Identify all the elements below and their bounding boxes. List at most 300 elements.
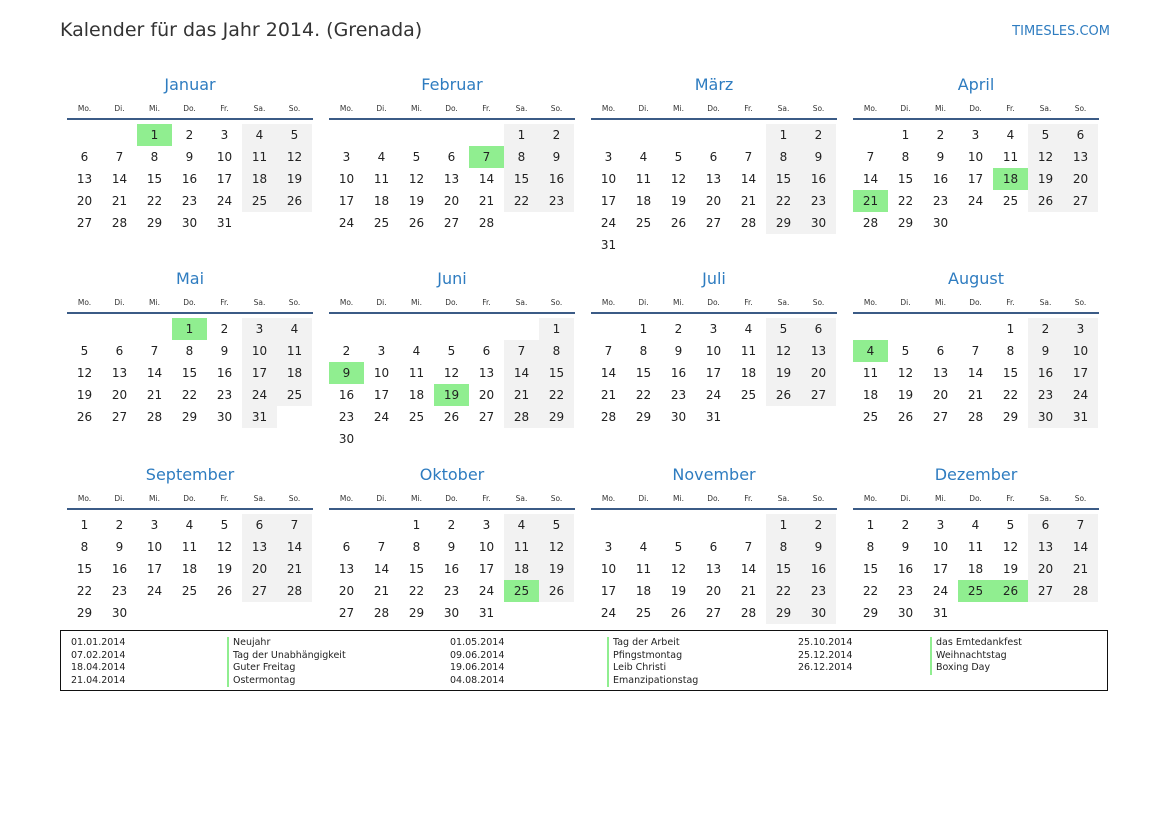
day-cell: 5: [412, 150, 421, 164]
empty-cell: [853, 318, 888, 340]
day-cell: 14: [277, 536, 312, 558]
weekday-label: Mi.: [149, 494, 160, 503]
weekday-label: Mo.: [339, 298, 354, 307]
day-cell: 13: [242, 536, 277, 558]
day-cell: 27: [932, 410, 949, 424]
weekday-label: So.: [1074, 494, 1087, 503]
month-block: [591, 74, 837, 268]
day-cell: 7: [971, 344, 980, 358]
day-cell: 21: [740, 194, 757, 208]
day-cell: 12: [443, 366, 460, 380]
day-cell: 22: [181, 388, 198, 402]
day-cell: 27: [242, 580, 277, 602]
day-cell: 10: [932, 540, 949, 554]
day-cell: 26: [1028, 190, 1063, 212]
day-cell: 6: [801, 318, 836, 340]
month-title: Oktober: [419, 465, 485, 484]
day-cell: 22: [539, 384, 574, 406]
day-cell: 23: [1028, 384, 1063, 406]
weekday-label: Di.: [376, 494, 387, 503]
empty-cell: [469, 428, 504, 450]
weekday-label: Mi.: [149, 298, 160, 307]
day-cell: 14: [1063, 536, 1098, 558]
month-title: Februar: [421, 75, 483, 94]
day-cell: 30: [338, 432, 355, 446]
empty-cell: [626, 234, 661, 256]
day-cell: 16: [111, 562, 128, 576]
day-cell: 9: [674, 344, 683, 358]
day-cell: 24: [1063, 384, 1098, 406]
day-cell: 30: [801, 602, 836, 624]
day-cell: 3: [150, 518, 159, 532]
day-cell: 29: [897, 216, 914, 230]
day-cell: 6: [80, 150, 89, 164]
day-cell: 21: [111, 194, 128, 208]
day-cell: 26: [897, 410, 914, 424]
day-cell: 3: [604, 150, 613, 164]
day-cell: 6: [1063, 124, 1098, 146]
day-cell: 5: [674, 150, 683, 164]
month-title: Januar: [164, 75, 216, 94]
day-cell: 1: [504, 124, 539, 146]
day-cell: 2: [674, 322, 683, 336]
day-cell: 15: [76, 562, 93, 576]
empty-cell: [993, 212, 1028, 234]
day-cell: 10: [146, 540, 163, 554]
legend-holiday-name: Guter Freitag: [227, 662, 346, 675]
day-cell: 23: [932, 194, 949, 208]
day-grid: [591, 514, 837, 624]
day-cell: 12: [1002, 540, 1019, 554]
empty-cell: [731, 234, 766, 256]
weekday-label: Do.: [183, 494, 196, 503]
day-cell: 28: [740, 216, 757, 230]
day-cell: 18: [242, 168, 277, 190]
day-cell: 5: [220, 518, 229, 532]
day-cell: 18: [277, 362, 312, 384]
day-cell: 20: [478, 388, 495, 402]
day-cell: 25: [242, 190, 277, 212]
empty-cell: [539, 602, 574, 624]
weekday-label: Mi.: [935, 494, 946, 503]
empty-cell: [766, 406, 801, 428]
day-cell: 1: [766, 514, 801, 536]
day-cell: 11: [242, 146, 277, 168]
day-cell: 22: [1002, 388, 1019, 402]
weekday-label: Di.: [114, 104, 125, 113]
day-cell: 18: [862, 388, 879, 402]
day-cell: 28: [1063, 580, 1098, 602]
day-cell: 16: [181, 172, 198, 186]
day-cell: 20: [705, 194, 722, 208]
day-cell: 11: [408, 366, 425, 380]
day-cell: 26: [443, 410, 460, 424]
day-cell: 24: [705, 388, 722, 402]
day-cell: 3: [220, 128, 229, 142]
day-cell: 13: [443, 172, 460, 186]
day-cell: 25: [408, 410, 425, 424]
day-cell: 2: [539, 124, 574, 146]
empty-cell: [661, 514, 696, 536]
day-cell: 13: [932, 366, 949, 380]
day-cell: 7: [866, 150, 875, 164]
day-cell: 12: [539, 536, 574, 558]
legend-names-column: [607, 637, 698, 687]
legend-holiday-name: Tag der Unabhängigkeit: [227, 650, 346, 663]
legend-date: 01.01.2014: [71, 637, 126, 648]
empty-cell: [399, 428, 434, 450]
weekday-label: Mo.: [77, 298, 92, 307]
day-cell: 19: [670, 194, 687, 208]
empty-cell: [364, 318, 399, 340]
weekday-header: [329, 102, 575, 120]
day-cell: 18: [181, 562, 198, 576]
day-cell: 8: [766, 536, 801, 558]
day-cell: 17: [600, 584, 617, 598]
weekday-label: Sa.: [253, 298, 266, 307]
day-cell: 30: [801, 212, 836, 234]
weekday-header: [853, 296, 1099, 314]
weekday-label: So.: [288, 298, 301, 307]
day-cell: 29: [862, 606, 879, 620]
empty-cell: [364, 514, 399, 536]
weekday-header: [853, 492, 1099, 510]
day-cell: 10: [967, 150, 984, 164]
empty-cell: [102, 318, 137, 340]
legend-holiday-name: Ostermontag: [227, 675, 346, 688]
day-grid: [67, 514, 313, 624]
day-cell: 19: [277, 168, 312, 190]
day-cell: 4: [242, 124, 277, 146]
day-cell: 6: [242, 514, 277, 536]
empty-cell: [67, 318, 102, 340]
day-cell: 7: [504, 340, 539, 362]
day-cell: 21: [853, 190, 888, 212]
day-cell: 18: [993, 168, 1028, 190]
weekday-label: Fr.: [1006, 298, 1015, 307]
day-cell: 21: [373, 584, 390, 598]
day-cell: 1: [80, 518, 89, 532]
month-block: [853, 464, 1099, 632]
day-cell: 11: [373, 172, 390, 186]
day-cell: 24: [600, 216, 617, 230]
weekday-label: Di.: [638, 104, 649, 113]
legend-date: 09.06.2014: [450, 649, 505, 661]
day-cell: 1: [1006, 322, 1015, 336]
empty-cell: [207, 602, 242, 624]
day-cell: 27: [705, 606, 722, 620]
empty-cell: [888, 318, 923, 340]
day-cell: 17: [600, 194, 617, 208]
empty-cell: [399, 318, 434, 340]
day-cell: 24: [600, 606, 617, 620]
day-cell: 9: [801, 146, 836, 168]
day-cell: 10: [600, 172, 617, 186]
weekday-label: Mo.: [601, 494, 616, 503]
empty-cell: [591, 124, 626, 146]
empty-cell: [923, 318, 958, 340]
weekday-label: Mi.: [411, 298, 422, 307]
day-cell: 27: [1028, 580, 1063, 602]
day-cell: 26: [670, 606, 687, 620]
day-cell: 26: [277, 190, 312, 212]
month-block: [591, 464, 837, 632]
day-cell: 19: [766, 362, 801, 384]
day-cell: 2: [447, 518, 456, 532]
day-grid: [67, 318, 313, 428]
day-cell: 2: [901, 518, 910, 532]
day-cell: 5: [447, 344, 456, 358]
day-cell: 8: [1006, 344, 1015, 358]
empty-cell: [801, 406, 836, 428]
legend-date: 19.06.2014: [450, 662, 505, 673]
day-cell: 4: [412, 344, 421, 358]
weekday-header: [591, 102, 837, 120]
day-cell: 6: [1028, 514, 1063, 536]
day-cell: 16: [1028, 362, 1063, 384]
weekday-label: Sa.: [253, 104, 266, 113]
day-cell: 20: [242, 558, 277, 580]
weekday-label: Mi.: [411, 494, 422, 503]
day-cell: 24: [338, 216, 355, 230]
weekday-label: So.: [550, 298, 563, 307]
day-grid: [853, 514, 1099, 624]
day-cell: 13: [705, 562, 722, 576]
weekday-label: Fr.: [482, 298, 491, 307]
day-cell: 7: [150, 344, 159, 358]
day-cell: 10: [478, 540, 495, 554]
month-block: [329, 268, 575, 464]
day-cell: 6: [482, 344, 491, 358]
day-cell: 26: [670, 216, 687, 230]
day-cell: 6: [447, 150, 456, 164]
day-cell: 13: [705, 172, 722, 186]
day-cell: 9: [115, 540, 124, 554]
day-cell: 30: [443, 606, 460, 620]
legend-dates-column: [798, 637, 852, 675]
month-title: Mai: [175, 269, 205, 288]
day-cell: 31: [705, 410, 722, 424]
day-cell: 20: [443, 194, 460, 208]
day-cell: 2: [115, 518, 124, 532]
day-cell: 16: [216, 366, 233, 380]
day-cell: 22: [897, 194, 914, 208]
day-cell: 27: [705, 216, 722, 230]
day-cell: 7: [744, 150, 753, 164]
empty-cell: [731, 514, 766, 536]
day-cell: 23: [670, 388, 687, 402]
weekday-label: Mo.: [863, 104, 878, 113]
day-cell: 15: [862, 562, 879, 576]
day-cell: 23: [539, 190, 574, 212]
weekday-header: [591, 296, 837, 314]
weekday-label: So.: [1074, 104, 1087, 113]
day-cell: 3: [1063, 318, 1098, 340]
legend-holiday-name: Weihnachtstag: [930, 650, 1022, 663]
day-cell: 18: [408, 388, 425, 402]
legend-holiday-name: Emanzipationstag: [607, 675, 698, 688]
weekday-label: Sa.: [777, 298, 790, 307]
day-cell: 28: [373, 606, 390, 620]
legend-date: 01.05.2014: [450, 637, 505, 648]
day-cell: 18: [967, 562, 984, 576]
empty-cell: [504, 602, 539, 624]
day-cell: 1: [766, 124, 801, 146]
day-cell: 5: [901, 344, 910, 358]
weekday-label: Sa.: [515, 494, 528, 503]
day-cell: 24: [932, 584, 949, 598]
day-cell: 6: [115, 344, 124, 358]
day-cell: 19: [897, 388, 914, 402]
calendar-grid: [67, 74, 1099, 632]
legend-date: 04.08.2014: [450, 674, 505, 686]
empty-cell: [766, 234, 801, 256]
legend-date: 21.04.2014: [71, 674, 126, 686]
day-cell: 12: [408, 172, 425, 186]
empty-cell: [801, 234, 836, 256]
weekday-label: Mo.: [339, 494, 354, 503]
weekday-label: Mi.: [673, 298, 684, 307]
day-cell: 10: [600, 562, 617, 576]
legend-date: 26.12.2014: [798, 662, 853, 673]
day-cell: 13: [801, 340, 836, 362]
legend-names-column: [930, 637, 1022, 675]
weekday-label: Sa.: [1039, 494, 1052, 503]
day-cell: 11: [181, 540, 198, 554]
day-cell: 29: [635, 410, 652, 424]
day-cell: 29: [181, 410, 198, 424]
empty-cell: [364, 124, 399, 146]
day-cell: 24: [216, 194, 233, 208]
day-cell: 17: [242, 362, 277, 384]
day-cell: 21: [1063, 558, 1098, 580]
weekday-label: Mo.: [863, 298, 878, 307]
empty-cell: [539, 212, 574, 234]
weekday-label: Mo.: [601, 104, 616, 113]
day-cell: 3: [604, 540, 613, 554]
day-cell: 22: [76, 584, 93, 598]
day-cell: 3: [971, 128, 980, 142]
day-cell: 6: [342, 540, 351, 554]
empty-cell: [626, 124, 661, 146]
day-cell: 30: [1028, 406, 1063, 428]
empty-cell: [242, 212, 277, 234]
day-cell: 19: [670, 584, 687, 598]
empty-cell: [434, 318, 469, 340]
day-cell: 14: [600, 366, 617, 380]
day-cell: 31: [216, 216, 233, 230]
day-cell: 14: [111, 172, 128, 186]
month-block: [329, 464, 575, 632]
weekday-label: Fr.: [1006, 104, 1015, 113]
day-cell: 26: [539, 580, 574, 602]
day-cell: 27: [801, 384, 836, 406]
brand-link[interactable]: TIMESLES.COM: [1012, 24, 1110, 39]
weekday-label: Sa.: [1039, 104, 1052, 113]
day-cell: 30: [111, 606, 128, 620]
day-cell: 18: [373, 194, 390, 208]
day-cell: 11: [740, 344, 757, 358]
day-cell: 25: [504, 580, 539, 602]
day-cell: 9: [936, 150, 945, 164]
day-cell: 18: [635, 584, 652, 598]
day-cell: 25: [181, 584, 198, 598]
legend-names-column: [227, 637, 346, 687]
day-cell: 8: [901, 150, 910, 164]
day-cell: 10: [1063, 340, 1098, 362]
day-cell: 11: [1002, 150, 1019, 164]
empty-cell: [1028, 212, 1063, 234]
day-cell: 12: [897, 366, 914, 380]
day-cell: 16: [801, 168, 836, 190]
weekday-label: Sa.: [1039, 298, 1052, 307]
weekday-label: Mi.: [673, 494, 684, 503]
day-cell: 6: [709, 150, 718, 164]
day-cell: 12: [277, 146, 312, 168]
day-cell: 25: [740, 388, 757, 402]
weekday-label: So.: [812, 298, 825, 307]
day-cell: 8: [185, 344, 194, 358]
day-cell: 19: [1002, 562, 1019, 576]
day-cell: 26: [993, 580, 1028, 602]
weekday-label: Mo.: [77, 104, 92, 113]
empty-cell: [731, 406, 766, 428]
month-title: März: [694, 75, 734, 94]
day-cell: 21: [504, 384, 539, 406]
day-cell: 3: [342, 150, 351, 164]
month-block: [853, 74, 1099, 268]
day-cell: 23: [801, 190, 836, 212]
weekday-label: Mi.: [149, 104, 160, 113]
day-cell: 1: [866, 518, 875, 532]
day-cell: 28: [111, 216, 128, 230]
day-cell: 19: [539, 558, 574, 580]
day-grid: [591, 124, 837, 256]
legend-holiday-name: Pfingstmontag: [607, 650, 698, 663]
day-cell: 1: [172, 318, 207, 340]
day-cell: 13: [1028, 536, 1063, 558]
empty-cell: [277, 602, 312, 624]
day-cell: 25: [635, 216, 652, 230]
day-cell: 29: [539, 406, 574, 428]
day-cell: 28: [967, 410, 984, 424]
empty-cell: [137, 602, 172, 624]
empty-cell: [469, 318, 504, 340]
day-cell: 20: [932, 388, 949, 402]
month-block: [67, 74, 313, 268]
empty-cell: [504, 428, 539, 450]
day-cell: 14: [146, 366, 163, 380]
day-cell: 4: [639, 150, 648, 164]
weekday-label: So.: [288, 494, 301, 503]
day-cell: 5: [1006, 518, 1015, 532]
weekday-label: Di.: [900, 298, 911, 307]
empty-cell: [696, 124, 731, 146]
day-cell: 31: [1063, 406, 1098, 428]
day-cell: 24: [478, 584, 495, 598]
day-cell: 4: [185, 518, 194, 532]
day-cell: 1: [137, 124, 172, 146]
month-title: Juni: [437, 269, 467, 288]
weekday-label: Di.: [376, 298, 387, 307]
day-cell: 24: [373, 410, 390, 424]
day-cell: 16: [443, 562, 460, 576]
empty-cell: [504, 318, 539, 340]
weekday-label: Mi.: [673, 104, 684, 113]
empty-cell: [434, 428, 469, 450]
day-cell: 14: [373, 562, 390, 576]
day-cell: 2: [936, 128, 945, 142]
